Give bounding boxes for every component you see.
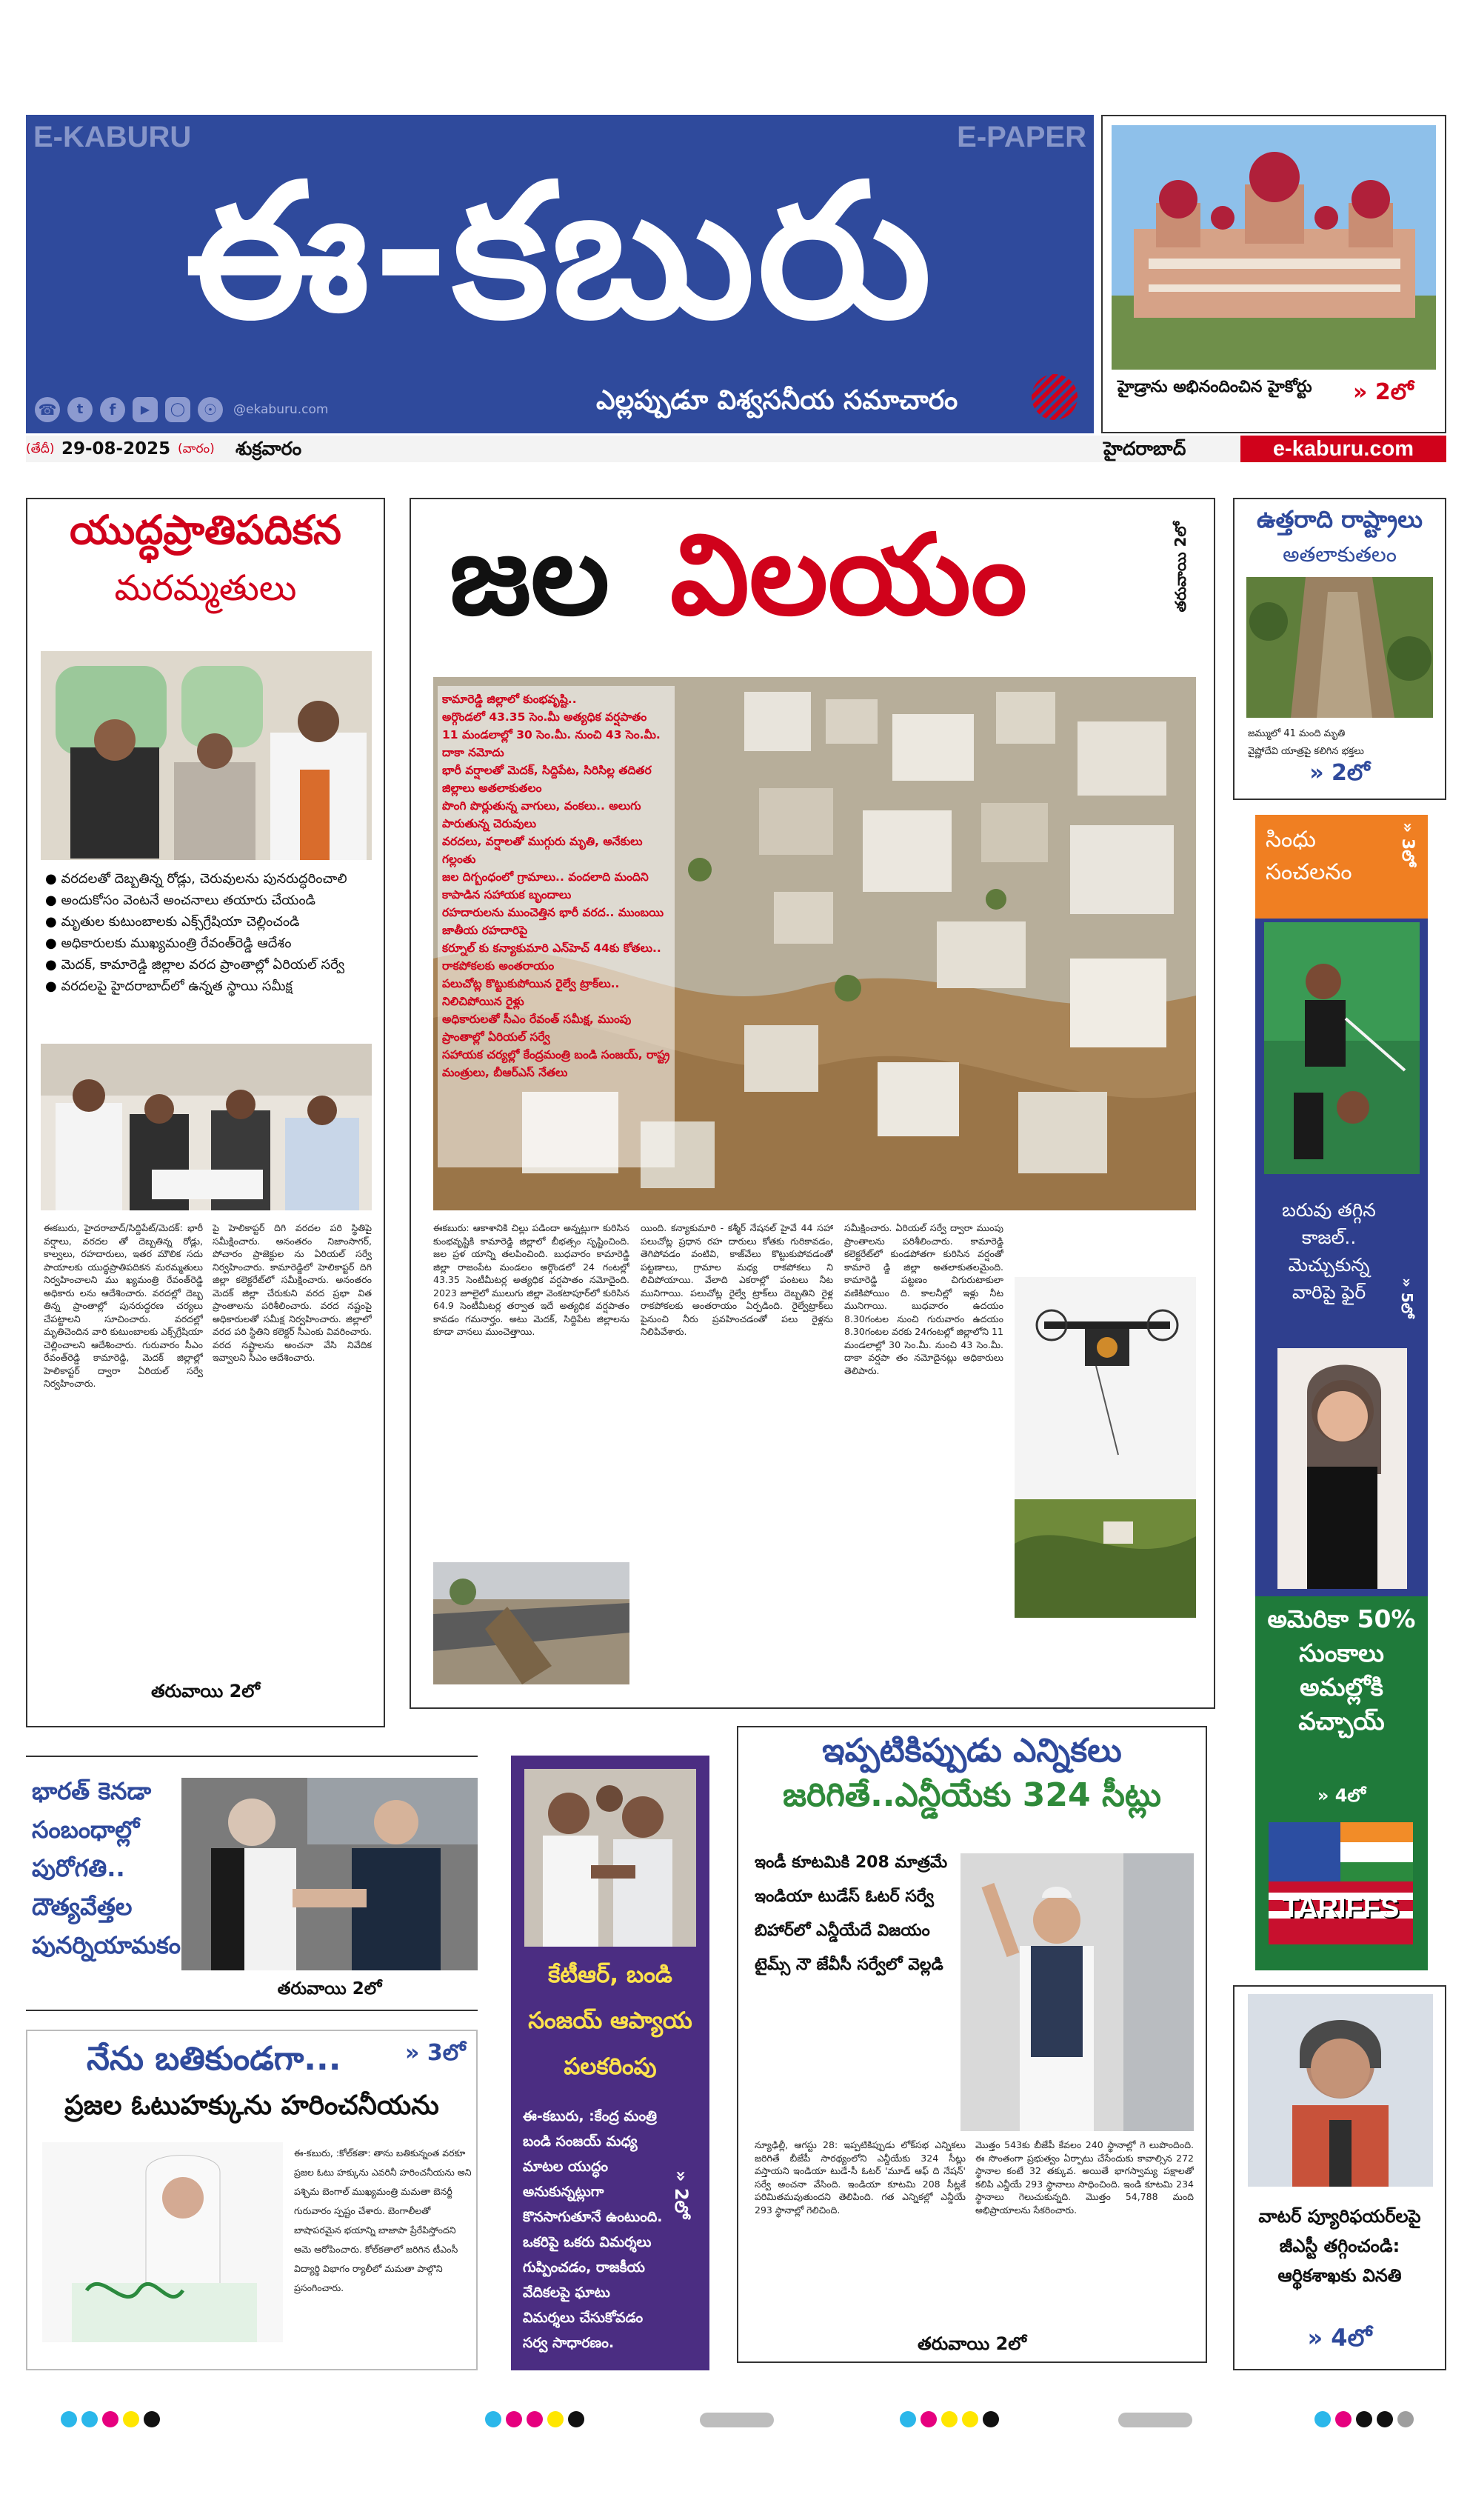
india-canada-continued: తరువాయి 2లో <box>277 1979 382 1999</box>
story-center-headline-2: విలయం <box>670 511 1027 640</box>
top-teaser-box[interactable] <box>1101 115 1446 433</box>
color-swatches <box>61 2411 160 2427</box>
story-left-headline-1: యుద్ధప్రాతిపదికన <box>70 507 341 553</box>
bullet-item: ● వరదలపై హైదరాబాద్‌లో ఉన్నత స్థాయి సమీక్ష <box>45 976 375 997</box>
handle-text[interactable]: @ekaburu.com <box>233 402 329 417</box>
tariff-headline: అమెరికా 50% సుంకాలు అమల్లోకి వచ్చాయ్ <box>1267 1604 1416 1736</box>
tariff-pointer: » 4లో <box>1317 1785 1366 1806</box>
globe-icon[interactable]: ☉ <box>198 397 223 422</box>
sports-pointer: » 3లో <box>1398 822 1417 867</box>
topright-pointer[interactable]: » 2లో <box>1309 760 1370 786</box>
modi-waving-photo <box>960 1853 1194 2131</box>
whatsapp-icon[interactable]: ☎ <box>35 397 60 422</box>
tariff-photo <box>1269 1822 1413 1944</box>
logo-text: ఈ-కబురు <box>185 144 935 359</box>
masthead <box>26 115 1094 433</box>
highlight-item: అధికారులతో సీఎం రేవంత్ సమీక్ష, ముంపు ప్రాంతాల్లో ఏరియల్ సర్వే <box>442 1013 632 1044</box>
topright-headline-2: అతలాకుతలం <box>1283 542 1397 567</box>
mamata-pointer: » 3లో <box>405 2040 466 2066</box>
story-center-side-note[interactable]: తరువాయి 2లో <box>1172 521 1189 613</box>
high-court-photo <box>1112 125 1436 370</box>
broken-road-photo <box>433 1562 629 1684</box>
highlight-item: కామారెడ్డి జిల్లాలో కుంభవృష్టి.. <box>442 693 577 706</box>
social-icons <box>35 395 328 424</box>
story-center-col2: యింది. కన్యాకుమారి - కశ్మీర్ నేషనల్ హైవే 44 సహా పలుచోట్ల ప్రధాన రహ దారులు కోతకు గురికావడం, తెగిపోవడం వంటివి, కాజ్‌వేలు కొట్టుకుపోవడంతో పట్టణాలు, గ్రామాల మధ్య రాకపోకలు ని లిచిపోయాయి. వేలాది ఎకరాల్లో పంటలు నీట మునిగాయి. పలుచోట్ల రైల్వే ట్రాక్‌లు దెబ్బతిని రైళ్ల రాకపోకలకు అంతరాయం ఏర్పడింది. రైల్వేట్రాక్‌లు పైనుంచి నీరు ప్రవహించడంతో పలు రైళ్లను నిలిపివేశారు. <box>641 1222 833 1337</box>
india-canada-box[interactable] <box>26 1756 478 2011</box>
election-story-box <box>737 1726 1207 2363</box>
tariff-image-label: TARIFFS <box>1282 1893 1400 1924</box>
election-headline-2: జరిగితే..ఎన్డీయేకు 324 సీట్లు <box>782 1776 1162 1814</box>
highlight-item: సహాయక చర్యల్లో కేంద్రమంత్రి బండి సంజయ్, రాష్ట్ర మంత్రులు, బీఆర్ఎస్ నేతలు <box>442 1048 670 1079</box>
story-center-box <box>410 498 1215 1709</box>
bullet-item: ● అధికారులకు ముఖ్యమంత్రి రేవంత్‌రెడ్డి ఆదేశం <box>45 933 375 954</box>
bullet-item: ఇండియా టుడేస్ ఓటర్ సర్వే <box>755 1887 934 1906</box>
ktr-body: ఈ-కబురు, :కేంద్ర మంత్రి బండి సంజయ్ మధ్య మాటల యుద్ధం అనుకున్నట్లుగా కొనసాగుతూనే ఉంటుంది. ఒకరిపై ఒకరు విమర్శలు గుప్పించడం, రాజకీయ వేదికలపై ఘాటు విమర్శలు చేసుకోవడం సర్వ సాధారణం. <box>523 2108 663 2351</box>
bullet-item: ఇండీ కూటమికి 208 మాత్రమే <box>755 1853 948 1872</box>
highlight-item: వరదలు, వర్షాలతో ముగ్గురు మృతి, అనేకులు గల్లంతు <box>442 835 643 866</box>
right-teaser-strip <box>1255 815 1428 1970</box>
mamata-headline-2: ప్రజల ఓటుహక్కును హరించనీయను <box>64 2090 439 2121</box>
story-left-body-col2: పై హెలికాప్టర్ దిగి వరదల పరి స్థితిపై సమీక్షించారు. అనంతరం నిజాంసాగర్, పోచారం ప్రాజెక్టుల ను ఏరియల్ సర్వే నిర్వహించారు. కామారెడ్డిలో హెలికాప్టర్ దిగి జిల్లా కలెక్టరేట్‌లో సమీక్షించారు. అనంతరం మెదక్ జిల్లా చేరుకుని వరద ప్రభా విత ప్రాంతాలను పరిశీలించారు. వరద నష్టంపై అధికారులతో సమీక్ష నిర్వహించారు. జిల్లాలో వరద పరి స్థితిని కలెక్టర్ సీఎంకు వివరించారు. వరద నష్టాలను అంచనా వేసి నివేదిక ఇవ్వాలని సీఎం ఆదేశించారు. <box>213 1222 372 1363</box>
story-center-col1: ఈకబురు: ఆకాశానికి చిల్లు పడిందా అన్నట్లుగా కురిసిన కుంభవృష్టికి కామారెడ్డి జిల్లాలో బీభత్సం సృష్టించింది. జల ప్రళ యాన్ని తలపించింది. బుధవారం కామారెడ్డి జిల్లా రాజంపేట మండలం అర్గొండలో 24 గంటల్లో 43.35 సెంటీమీటర్ల అత్యధిక వర్షపాతం నమోదైంది. 2023 జూలైలో ములుగు జిల్లా వెంకటాపూర్‌లో కురిసిన 64.9 సెంటీమీటర్ల తర్వాత ఇదే అత్యధిక వర్షపాతం కావడం గమనార్హం. అటు మెదక్, సిద్దిపేట జిల్లాలను కూడా వానలు ముంచెత్తాయి. <box>433 1222 629 1337</box>
mamata-headline-1: నేను బతికుండగా... <box>87 2040 341 2078</box>
sports-teaser[interactable] <box>1255 815 1428 1181</box>
story-left-box <box>26 498 385 1727</box>
story-center-highlights <box>442 690 670 1081</box>
story-center-col3: సమీక్షించారు. ఏరియల్ సర్వే ద్వారా ముంపు ప్రాంతాలను పరిశీలించారు. కామారెడ్డి కలెక్టరేట్‌లో కుండపోతగా కురిసిన వర్షంతో కామారె డ్డి జిల్లా అతలాకుతలమైంది. కామారెడ్డి పట్టణం చిగురుటాకులా వణికిపోయిం ది. కాలనీల్లో ఇళ్లు నీట మునిగాయి. బుధవారం ఉదయం 8.30గంటల నుంచి గురువారం ఉదయం 8.30గంటల వరకు 24గంటల్లో జిల్లాలోని 11 మండలాల్లో 30 సెం.మీ. నుంచి 43 సెం.మీ. దాకా వర్షపా తం నమోదైనట్లు అధికారులు తెలిపారు. <box>844 1222 1003 1376</box>
highlight-item: పలుచోట్ల కొట్టుకుపోయిన రైల్వే ట్రాక్‌లు.. నిలిచిపోయిన రైళ్లు <box>442 977 620 1008</box>
instagram-icon[interactable]: ◯ <box>165 397 190 422</box>
topright-headline-1: ఉత్తరాది రాష్ట్రాలు <box>1257 505 1423 533</box>
date-prefix: (తేదీ) <box>26 441 55 456</box>
highlight-item: పొంగి పొర్లుతున్న వాగులు, వంకలు.. అలుగు పారుతున్న చెరువులు <box>442 799 641 830</box>
ktr-bandi-photo <box>524 1769 696 1947</box>
india-canada-headline: భారత్ కెనడా సంబంధాల్లో పురోగతి.. దౌత్యవేత్తల పునర్నియామకం <box>32 1777 181 1959</box>
bullet-item: బిహార్‌లో ఎన్డీయేదే విజయం <box>755 1921 930 1940</box>
tagline: ఎల్లప్పుడూ విశ్వసనీయ సమాచారం <box>596 385 958 416</box>
gray-bar <box>1118 2413 1192 2427</box>
sindhu-photo <box>1264 922 1420 1174</box>
brand-small: E-KABURU <box>33 121 192 153</box>
modi-carney-photo <box>181 1778 478 1970</box>
highlight-item: అర్గొండలో 43.35 సెం.మీ అత్యధిక వర్షపాతం <box>442 710 647 724</box>
mamata-photo <box>42 2142 283 2342</box>
tariff-teaser[interactable] <box>1255 1596 1428 1970</box>
highlight-item: భారీ వర్షాలతో మెదక్, సిద్దిపేట, సిరిసిల్ల తదితర జిల్లాలు అతలాకుతలం <box>442 764 652 795</box>
gray-bar <box>700 2413 774 2427</box>
day-prefix: (వారం) <box>178 441 215 456</box>
election-continued[interactable]: తరువాయి 2లో <box>918 2333 1026 2354</box>
ktr-side-note: » 2లో <box>671 2170 692 2219</box>
helicopter-photo <box>41 651 372 860</box>
facebook-icon[interactable]: f <box>100 397 125 422</box>
bullet-item: జమ్ములో 41 మంది మృతి <box>1248 728 1346 739</box>
story-left-bullets <box>45 868 375 997</box>
highlight-item: కర్నూల్ కు కన్యాకుమారి ఎన్‌హెచ్ 44కు కోతలు.. రాకపోకలకు అంతరాయం <box>442 941 661 973</box>
drone-photo <box>1015 1277 1196 1618</box>
bullet-item: వైష్ణోదేవి యాత్రపై కలిగిన భక్తలు <box>1248 746 1364 757</box>
nirmala-photo <box>1248 1994 1433 2187</box>
ktr-headline: కేటీఆర్, బండి సంజయ్ ఆప్యాయ పలకరింపు <box>528 1961 692 2080</box>
cinema-pointer: » 5లో <box>1398 1278 1416 1319</box>
mamata-body: ఈ-కబురు, :కోల్‌కతా: తాను బతికున్నంత వరకూ ప్రజల ఓటు హక్కును ఎవరినీ హరించనీయను అని పశ్చిమ బెంగాల్ ముఖ్యమంత్రి మమతా బెనర్జీ గురువారం స్పష్టం చేశారు. బెంగాలీలతో బాషాపరమైన భయాన్ని బాజాపా ప్రేరేపిస్తోందని ఆమె ఆరోపించారు. కోల్‌కతాలో జరిగిన టీఎంసీ విద్యార్థి విభాగం ర్యాలీలో మమతా పాల్గొని ప్రసంగించారు. <box>294 2147 472 2293</box>
bullet-item: టైమ్స్ నౌ జేవీసీ సర్వేలో వెల్లడి <box>755 1956 943 1974</box>
day-value: శుక్రవారం <box>235 438 302 459</box>
date-bar <box>26 436 1446 462</box>
youtube-icon[interactable]: ▶ <box>133 397 158 422</box>
city-label: హైదరాబాద్ <box>1103 438 1186 459</box>
color-swatches <box>900 2411 999 2427</box>
date-value: 29-08-2025 <box>61 439 171 459</box>
election-body-col2: మొత్తం 543కు బీజేపీ కేవలం 240 స్థానాల్లో గె లుపొందింది. ఈ సొంతంగా ప్రభుత్వం ఏర్పాటు చేసేందుకు కావాల్సిన 272 స్థానాల కంటే 32 తక్కువ. అయితే భాగస్వామ్య పక్షాలతో కలిపి ఎన్డీయే 293 స్థానాలు సాధించింది. ఇండి కూటమి 234 స్థానాలు గెలుచుకున్నది. మొత్తం 54,788 మంది అభిప్రాయాలను సేకరించారు. <box>975 2139 1194 2216</box>
highlight-item: 11 మండలాల్లో 30 సెం.మీ. నుంచి 43 సెం.మీ. దాకా నమోదు <box>442 728 661 759</box>
gst-pointer: » 4లో <box>1307 2324 1372 2352</box>
story-center-headline-1: జల <box>450 511 610 640</box>
edition-label: E-PAPER <box>957 121 1086 153</box>
topright-bullets <box>1248 725 1433 761</box>
kajal-photo <box>1277 1348 1407 1589</box>
election-bullets <box>755 1846 966 1982</box>
cinema-teaser[interactable] <box>1255 1181 1428 1596</box>
ktr-story-box[interactable] <box>511 1756 709 2370</box>
twitter-icon[interactable]: t <box>67 397 93 422</box>
top-teaser-pointer[interactable]: » 2లో <box>1353 379 1414 405</box>
color-swatches <box>485 2411 584 2427</box>
election-body-col1: న్యూఢిల్లీ, ఆగస్టు 28: ఇప్పటికిప్పుడు లోక్‌సభ ఎన్నికలు జరిగితే బీజేపీ సారథ్యంలోని ఎన్డీయేకు 324 సీట్లు వస్తాయని ఇండియా టుడే-సీ ఓటర్ 'మూడ్ ఆఫ్ ది నేషన్' సర్వే అంచనా వేసింది. ఇండియా కూటమి 208 సీట్లకే పరిమితమవుతుందని తెలిపింది. గత ఎన్నికల్లో ఎన్డీయే 293 స్థానాల్లో గెలిచింది. <box>755 2139 966 2216</box>
gst-story-box[interactable] <box>1233 1985 1446 2370</box>
story-left-continued[interactable]: తరువాయి 2లో <box>151 1681 260 1701</box>
review-meeting-photo <box>41 1044 372 1210</box>
story-left-body-col1: ఈకబురు, హైదరాబాద్/సిద్దిపేట్/మెదక్: భారీ వర్షాలు, వరదల తో దెబ్బతిన్న రోడ్లు, కాల్వలు, రహదారులు, ఇతర మౌలిక సదు పాయాలకు యుద్ధప్రాతిపదికన మరమ్మతులు నిర్వహించాలని ము ఖ్యమంత్రి రేవంత్‌రెడ్డి అధికారు లను ఆదేశించారు. వరదల్లో దెబ్బ తిన్న ప్రాంతాల్లో పునరుద్ధరణ చర్యలు చేపట్టాలని సూచించారు. వరదల్లో మృతిచెందిన వారి కుటుంబాలకు ఎక్స్‌గ్రేషియా చెల్లించాలని ఆదేశించారు. గురువారం సీఎం రేవంత్‌రెడ్డి కామారెడ్డి, మెదక్ జిల్లాల్లో హెలికాప్టర్ ద్వారా ఏరియల్ సర్వే నిర్వహించారు. <box>44 1222 203 1389</box>
story-topright-box[interactable] <box>1233 498 1446 800</box>
bullet-item: ● మృతుల కుటుంబాలకు ఎక్స్‌గ్రేషియా చెల్లించండి <box>45 911 375 933</box>
color-swatches <box>1314 2411 1414 2427</box>
registration-marks <box>0 2411 1470 2437</box>
bullet-item: ● మెదక్, కామారెడ్డి జిల్లాల వరద ప్రాంతాల్లో ఏరియల్ సర్వే <box>45 954 375 976</box>
highlight-item: రహదారులను ముంచెత్తిన భారీ వరద.. ముంబయి జాతీయ రహదారిపై <box>442 906 664 937</box>
story-left-headline-2: మరమ్మతులు <box>114 567 297 609</box>
election-headline-1: ఇప్పటికిప్పుడు ఎన్నికలు <box>822 1732 1122 1770</box>
top-teaser-caption: హైడ్రాను అభినందించిన హైకోర్టు <box>1117 378 1312 396</box>
bullet-item: ● అందుకోసం వెంటనే అంచనాలు తయారు చేయండి <box>45 890 375 911</box>
website-link[interactable]: e-kaburu.com <box>1240 436 1446 462</box>
landslide-photo <box>1246 577 1433 718</box>
bullet-item: ● వరదలతో దెబ్బతిన్న రోడ్లు, చెరువులను పునరుద్ధరించాలి <box>45 868 375 890</box>
gst-headline: వాటర్ ప్యూరిఫయర్‌లపై జీఎస్టీ తగ్గించండి: ఆర్థికశాఖకు వినతి <box>1258 2206 1421 2286</box>
cinema-headline: బరువు తగ్గిన కాజల్.. మెచ్చుకున్న వారిపై ఫైర్ <box>1282 1199 1376 1303</box>
highlight-item: జల దిగ్బంధంలో గ్రామాలు.. వందలాది మందిని కాపాడిన సహాయక బృందాలు <box>442 870 649 901</box>
logo-ball-icon <box>1032 374 1078 420</box>
sports-headline: సింధు సంచలనం <box>1266 827 1352 885</box>
mamata-story-box[interactable] <box>26 2030 478 2370</box>
